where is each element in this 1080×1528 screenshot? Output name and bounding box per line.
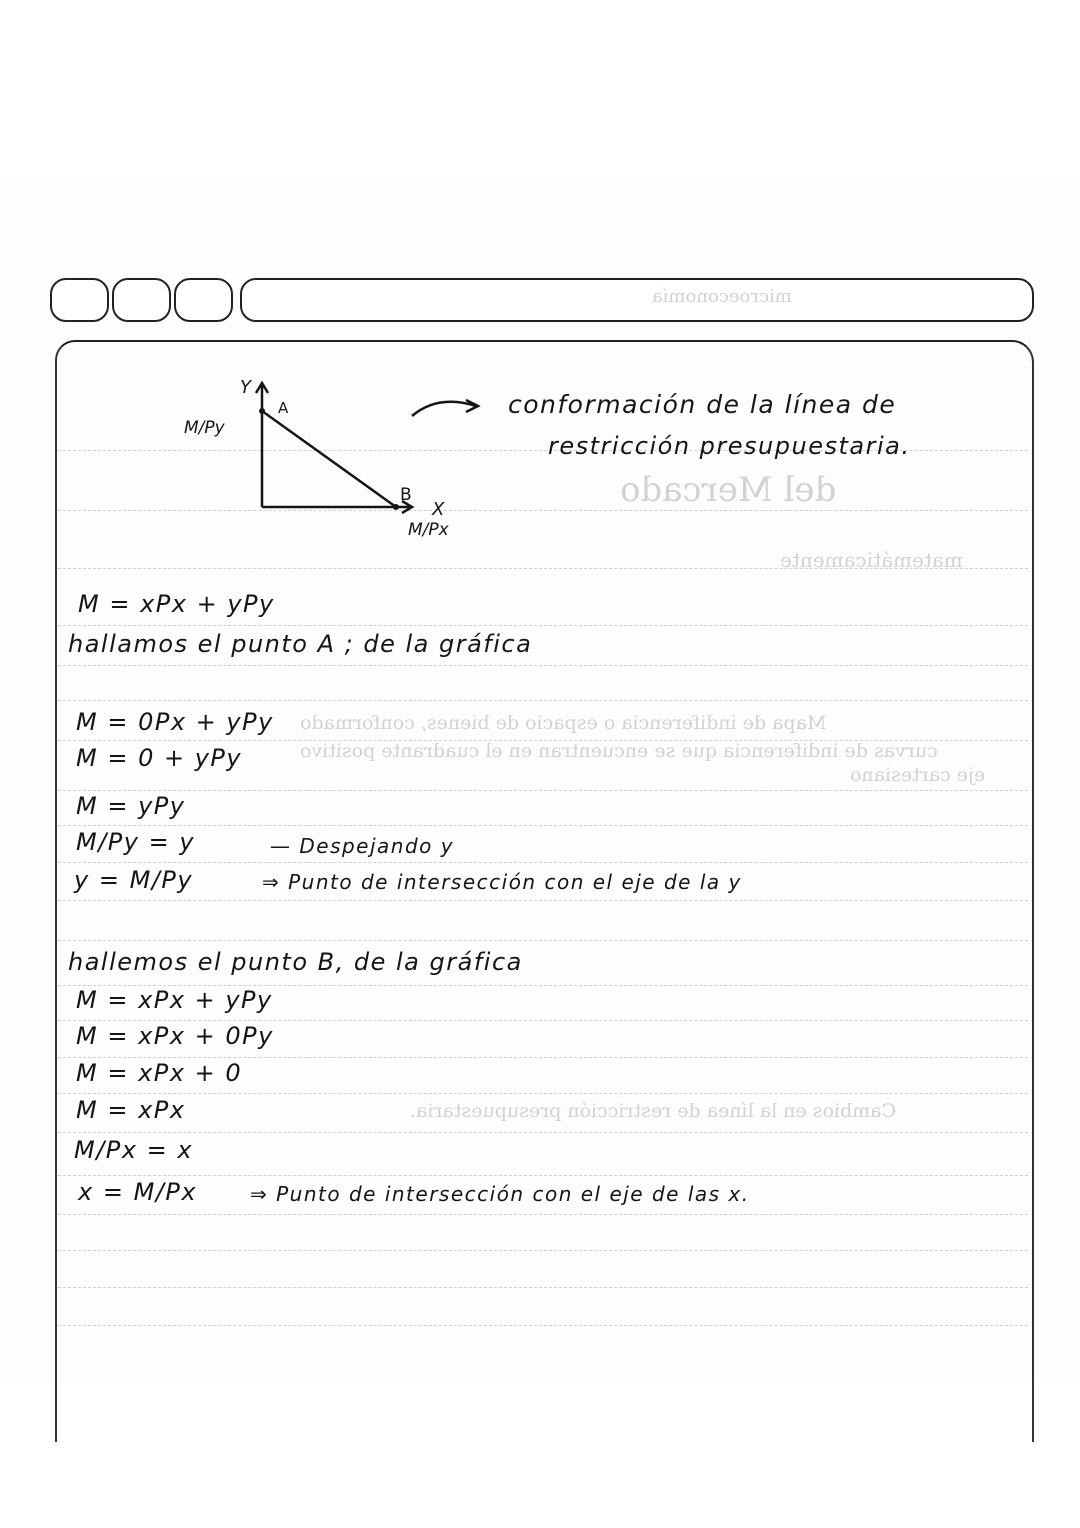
bleed-through-text: Cambios en la línea de restricción presupuestaria. — [410, 1100, 897, 1122]
point-b-marker — [393, 504, 399, 510]
rule-line — [58, 1057, 1028, 1058]
bleed-through-text: Mapa de indiferencia o espacio de bienes, conformado — [300, 712, 827, 734]
bleed-through-text: curvas de indiferencia que se encuentran en el cuadrante positivo — [300, 740, 938, 762]
y-intercept-label: M/Py — [184, 418, 225, 438]
rule-line — [58, 1175, 1028, 1176]
rule-line — [58, 1020, 1028, 1021]
point-a-label: A — [278, 399, 289, 417]
rule-line — [58, 790, 1028, 791]
despejando-note: — Despejando y — [270, 834, 455, 858]
rule-line — [58, 700, 1028, 701]
point-a-marker — [259, 408, 265, 414]
rule-line — [58, 1093, 1028, 1094]
budget-line — [262, 411, 396, 507]
section-b-step: M = xPx + yPy — [76, 986, 273, 1014]
section-b-conclusion: ⇒ Punto de intersección con el eje de las x. — [250, 1182, 750, 1206]
annotation-line-1: conformación de la línea de — [508, 390, 897, 419]
annotation-line-2: restricción presupuestaria. — [548, 432, 911, 460]
rule-line — [58, 1132, 1028, 1133]
rule-line — [58, 665, 1028, 666]
header-box-3 — [174, 278, 233, 322]
section-b-step: x = M/Px — [78, 1178, 198, 1206]
curved-arrow-icon — [408, 392, 488, 422]
rule-line — [58, 825, 1028, 826]
x-axis-label: X — [432, 499, 445, 520]
rule-line — [58, 862, 1028, 863]
bleed-through-title: del Mercado — [620, 470, 837, 510]
section-b-step: M = xPx + 0Py — [76, 1022, 274, 1050]
bleed-through-header: microeconomía — [652, 286, 792, 307]
section-a-conclusion: ⇒ Punto de intersección con el eje de la y — [262, 870, 742, 894]
rule-line — [58, 1325, 1028, 1326]
bleed-through-text: eje cartesiano — [850, 764, 986, 786]
section-a-step: y = M/Py — [74, 866, 194, 894]
rule-line — [58, 900, 1028, 901]
bleed-through-text: matemáticamente — [780, 548, 963, 572]
section-a-step: M = 0 + yPy — [76, 744, 243, 772]
rule-line — [58, 940, 1028, 941]
section-a-step: M = 0Px + yPy — [76, 708, 274, 736]
header-box-2 — [112, 278, 171, 322]
x-intercept-label: M/Px — [408, 520, 449, 540]
section-a-step: M/Py = y — [76, 828, 196, 856]
section-b-step: M/Px = x — [74, 1136, 194, 1164]
header-box-1 — [50, 278, 109, 322]
section-b-step: M = xPx + 0 — [76, 1059, 243, 1087]
point-b-label: B — [400, 485, 412, 505]
y-axis-label: Y — [240, 377, 251, 398]
budget-equation: M = xPx + yPy — [78, 590, 275, 618]
section-a-heading: hallamos el punto A ; de la gráfica — [68, 630, 533, 658]
header-title-box — [240, 278, 1034, 322]
rule-line — [58, 1287, 1028, 1288]
rule-line — [58, 1250, 1028, 1251]
rule-line — [58, 1214, 1028, 1215]
rule-line — [58, 625, 1028, 626]
section-b-step: M = xPx — [76, 1096, 186, 1124]
section-a-step: M = yPy — [76, 792, 186, 820]
section-b-heading: hallemos el punto B, de la gráfica — [68, 948, 523, 976]
